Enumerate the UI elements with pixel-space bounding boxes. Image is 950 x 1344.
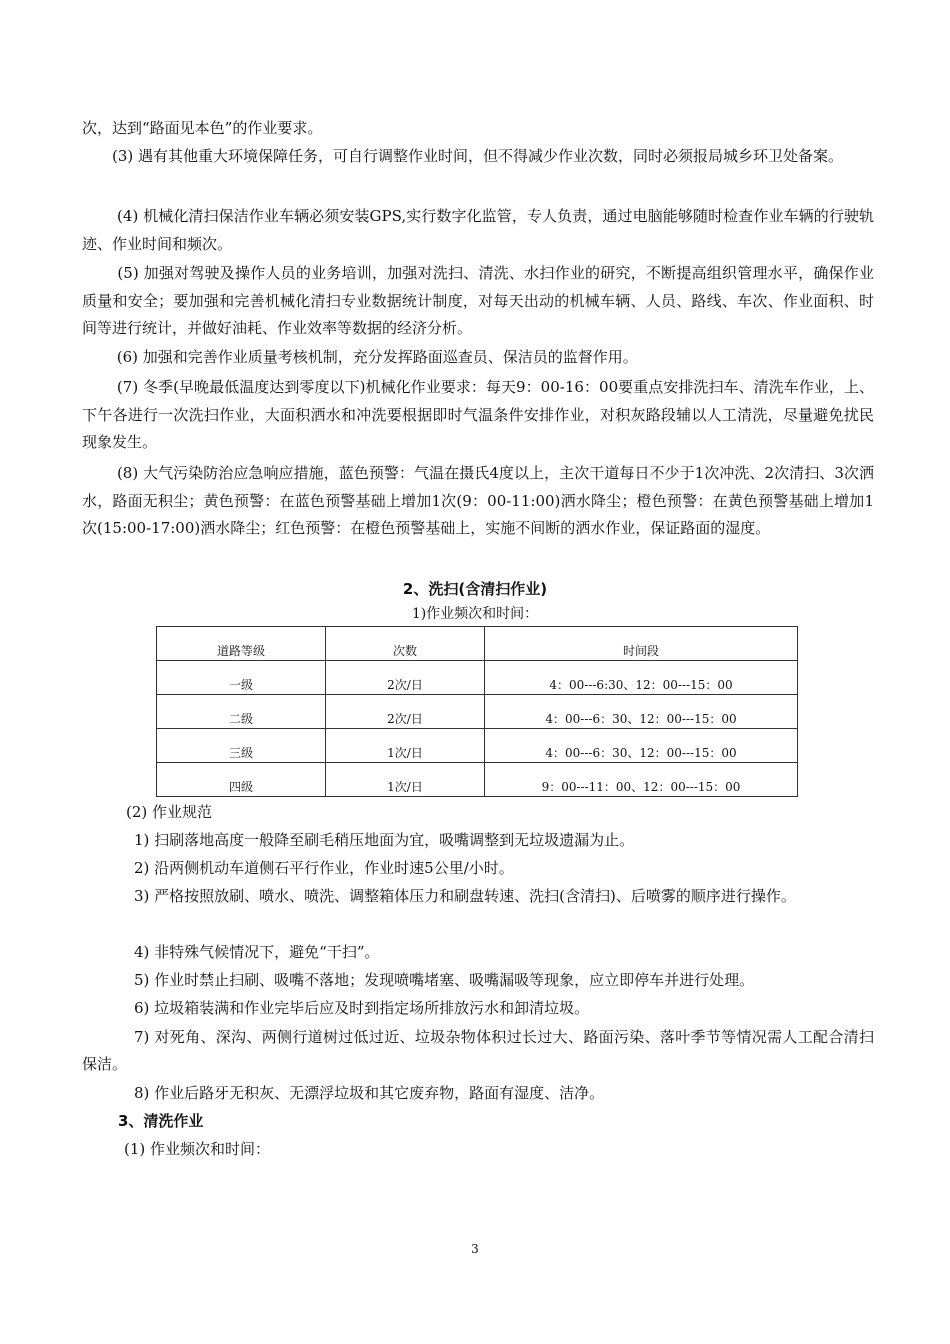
spec-item-7: 7) 对死角、深沟、两侧行道树过低过近、垃圾杂物体积过长过大、路面污染、落叶季节等情况需人工配合清扫保洁。 <box>82 1028 874 1073</box>
table-cell: 二级 <box>157 695 326 729</box>
table-cell: 4：00---6：30、12：00---15：00 <box>485 695 798 729</box>
spec-item-2: 2) 沿两侧机动车道侧石平行作业，作业时速5公里/小时。 <box>134 859 514 877</box>
table-cell: 9：00---11：00、12：00---15：00 <box>485 763 798 797</box>
table-row <box>157 661 798 695</box>
spec-item-8: 8) 作业后路牙无积灰、无漂浮垃圾和其它废弃物，路面有湿度、洁净。 <box>134 1084 605 1102</box>
table-cell: 2次/日 <box>326 661 485 695</box>
table-row <box>157 763 798 797</box>
spec-item-1: 1) 扫刷落地高度一般降至刷毛稍压地面为宜，吸嘴调整到无垃圾遗漏为止。 <box>134 831 635 849</box>
table-header: 次数 <box>326 627 485 661</box>
table-header-row <box>157 627 798 661</box>
paragraph-continued: 次，达到“路面见本色”的作业要求。 <box>82 119 323 137</box>
table-cell: 4：00---6：30、12：00---15：00 <box>485 729 798 763</box>
table-cell: 三级 <box>157 729 326 763</box>
table-row <box>157 729 798 763</box>
table-header: 时间段 <box>485 627 798 661</box>
frequency-table <box>156 626 798 797</box>
table-cell: 4：00---6:30、12：00---15：00 <box>485 661 798 695</box>
paragraph-7: (7) 冬季(早晚最低温度达到零度以下)机械化作业要求：每天9：00-16：00要重点安排洗扫车、清洗车作业，上、下午各进行一次洗扫作业，大面积洒水和冲洗要根据即时气温条件安排作业，对积灰路段辅以人工清洗，尽量避免扰民现象发生。 <box>82 378 874 451</box>
table-cell: 2次/日 <box>326 695 485 729</box>
paragraph-6: (6) 加强和完善作业质量考核机制，充分发挥路面巡查员、保洁员的监督作用。 <box>82 348 638 366</box>
section-2-heading: 2、洗扫(含清扫作业) <box>402 580 548 598</box>
section-2-subtitle: 1)作业频次和时间： <box>411 606 539 622</box>
table-cell: 一级 <box>157 661 326 695</box>
paragraph-5: (5) 加强对驾驶及操作人员的业务培训，加强对洗扫、清洗、水扫作业的研究，不断提高组织管理水平，确保作业质量和安全；要加强和完善机械化清扫专业数据统计制度，对每天出动的机械车辆、人员、路线、车次、作业面积、时间等进行统计，并做好油耗、作业效率等数据的经济分析。 <box>82 264 874 337</box>
table-cell: 四级 <box>157 763 326 797</box>
table-cell: 1次/日 <box>326 729 485 763</box>
spec-item-4: 4) 非特殊气候情况下，避免“干扫”。 <box>134 943 380 961</box>
spec-item-6: 6) 垃圾箱装满和作业完毕后应及时到指定场所排放污水和卸清垃圾。 <box>134 999 590 1017</box>
section-3-item-1: (1) 作业频次和时间： <box>124 1140 271 1158</box>
paragraph-3: (3) 遇有其他重大环境保障任务，可自行调整作业时间，但不得减少作业次数，同时必须报局城乡环卫处备案。 <box>82 147 844 165</box>
spec-item-5: 5) 作业时禁止扫刷、吸嘴不落地；发现喷嘴堵塞、吸嘴漏吸等现象，应立即停车并进行处理。 <box>134 971 755 989</box>
spec-title: (2) 作业规范 <box>126 803 213 821</box>
section-3-heading: 3、清洗作业 <box>118 1112 204 1130</box>
paragraph-4: (4) 机械化清扫保洁作业车辆必须安装GPS,实行数字化监管，专人负责，通过电脑能够随时检查作业车辆的行驶轨迹、作业时间和频次。 <box>82 207 874 253</box>
page-number: 3 <box>471 1242 479 1256</box>
table-row <box>157 695 798 729</box>
paragraph-8: (8) 大气污染防治应急响应措施，蓝色预警：气温在摄氏4度以上，主次干道每日不少于1次冲洗、2次清扫、3次洒水，路面无积尘；黄色预警：在蓝色预警基础上增加1次(9：00-11:00)洒水降尘；橙色预警：在黄色预警基础上增加1次(15:00-17:00)洒水降尘；红色预警：在橙色预警基础上，实施不间断的洒水作业，保证路面的湿度。 <box>82 464 874 537</box>
table-cell: 1次/日 <box>326 763 485 797</box>
spec-item-3: 3) 严格按照放刷、喷水、喷洗、调整箱体压力和刷盘转速、洗扫(含清扫)、后喷雾的顺序进行操作。 <box>134 887 796 905</box>
table-header: 道路等级 <box>157 627 326 661</box>
